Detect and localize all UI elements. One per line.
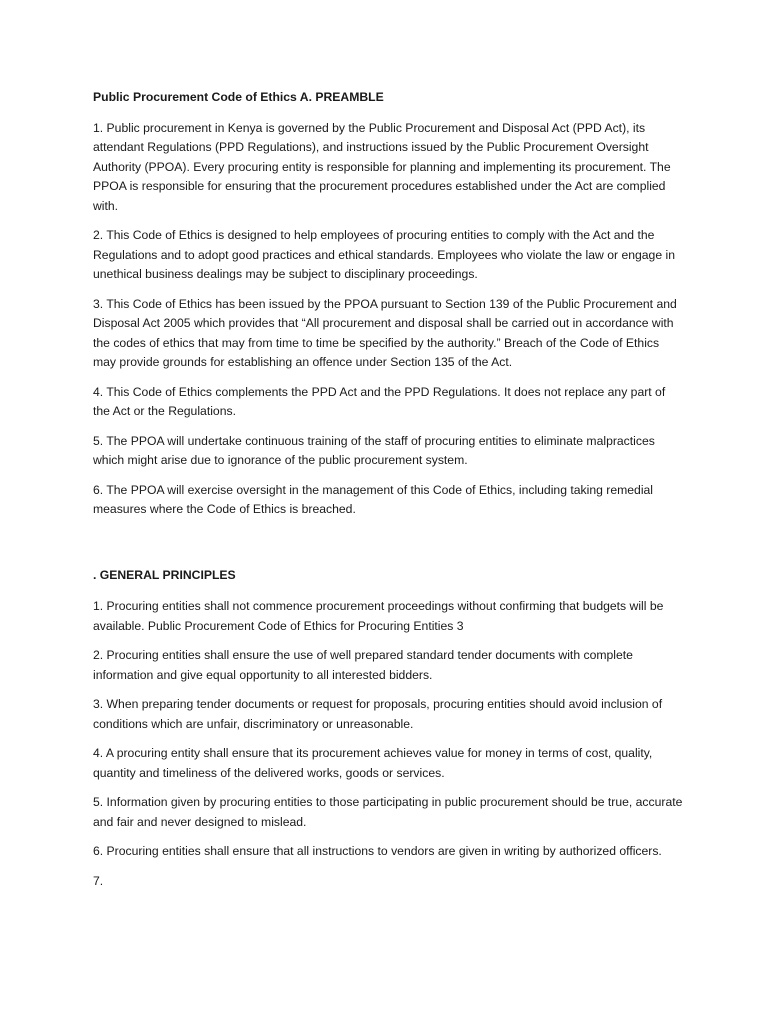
section-title-general-principles: . GENERAL PRINCIPLES	[93, 567, 236, 582]
preamble-paragraph-2: 2. This Code of Ethics is designed to help employees of procuring entities to comply with the Act and the Regulations and to adopt good practices and ethical standards. Employees who violate the law or engage in unethical business dealings may be subject to disciplinary proceedings.	[93, 228, 675, 281]
principle-paragraph-4: 4. A procuring entity shall ensure that its procurement achieves value for money in terms of cost, quality, quantity and timeliness of the delivered works, goods or services.	[93, 746, 653, 780]
principle-paragraph-5: 5. Information given by procuring entities to those participating in public procurement should be true, accurate and fair and never designed to mislead.	[93, 795, 683, 829]
preamble-paragraph-5: 5. The PPOA will undertake continuous training of the staff of procuring entities to eliminate malpractices which might arise due to ignorance of the public procurement system.	[93, 433, 655, 467]
document-body	[93, 88, 683, 901]
principle-paragraph-3: 3. When preparing tender documents or request for proposals, procuring entities should avoid inclusion of conditions which are unfair, discriminatory or unreasonable.	[93, 697, 663, 731]
principle-paragraph-1: 1. Procuring entities shall not commence procurement proceedings without confirming that budgets will be available. Public Procurement Code of Ethics for Procuring Entities 3	[93, 599, 664, 633]
section-spacer	[93, 530, 683, 566]
document-title: Public Procurement Code of Ethics A. PREAMBLE	[93, 90, 384, 104]
principle-paragraph-6: 6. Procuring entities shall ensure that all instructions to vendors are given in writing by authorized officers.	[93, 844, 662, 858]
preamble-paragraph-4: 4. This Code of Ethics complements the PPD Act and the PPD Regulations. It does not replace any part of the Act or the Regulations.	[93, 384, 666, 418]
principle-paragraph-7: 7.	[93, 873, 104, 888]
preamble-paragraph-3: 3. This Code of Ethics has been issued by the PPOA pursuant to Section 139 of the Public Procurement and Disposal Act 2005 which provides that “All procurement and disposal shall be carried out in accordance with the codes of ethics that may from time to time be specified by the authority.” Breach of the Code of Ethics may provide grounds for establishing an offence under Section 135 of the Act.	[93, 296, 677, 369]
preamble-paragraph-1: 1. Public procurement in Kenya is governed by the Public Procurement and Disposal Act (PPD Act), its attendant Regulations (PPD Regulations), and instructions issued by the Public Procurement Oversight Authority (PPOA). Every procuring entity is responsible for planning and implementing its procurement. The PPOA is responsible for ensuring that the procurement procedures established under the Act are complied with.	[93, 120, 671, 213]
preamble-paragraph-6: 6. The PPOA will exercise oversight in the management of this Code of Ethics, including taking remedial measures where the Code of Ethics is breached.	[93, 482, 654, 516]
principle-paragraph-2: 2. Procuring entities shall ensure the use of well prepared standard tender documents with complete information and give equal opportunity to all interested bidders.	[93, 648, 633, 682]
